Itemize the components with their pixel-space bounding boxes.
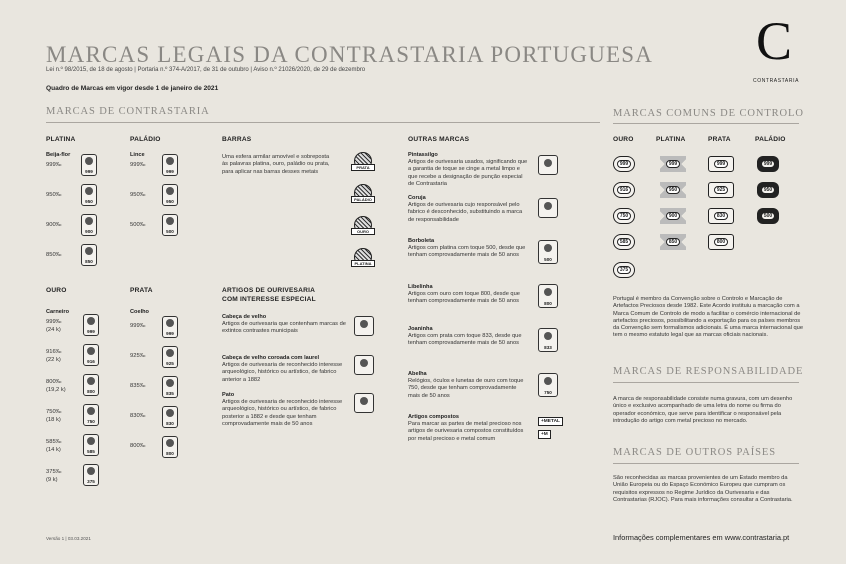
ccm-ouro-mark: 585 [613, 234, 635, 250]
page-title: MARCAS LEGAIS DA CONTRASTARIA PORTUGUESA [46, 42, 654, 67]
artigo-desc: Artigos de ourivesaria que contenham marcas de extintos contrastes municipais [222, 321, 346, 335]
divider [613, 382, 799, 383]
paladio-heading: PALÁDIO [130, 136, 161, 143]
ccm-platina-mark: 900 [660, 208, 686, 224]
lynx-mark-icon: 950 [162, 184, 178, 206]
ouro-value: 750‰ (18 k) [46, 409, 62, 423]
rabbit-mark-icon: 925 [162, 346, 178, 368]
ouro-value: 999‰ (24 k) [46, 319, 62, 333]
paladio-value: 500‰ [130, 222, 146, 228]
owl-icon [538, 198, 558, 218]
ccm-ouro-mark: 916 [613, 182, 635, 198]
platina-value: 950‰ [46, 192, 62, 198]
prata-sub: Coelho [130, 309, 149, 315]
ccm-prata-mark: 999 [708, 156, 734, 172]
outra-name: Pintassilgo [408, 152, 438, 158]
composite-metal-mark: +METAL [538, 417, 563, 426]
hummingbird-mark-icon: 850 [81, 244, 97, 266]
outras-heading: OUTRAS MARCAS [408, 136, 470, 143]
footer-info: Informações complementares em www.contrastaria.pt [613, 533, 790, 542]
armillary-sphere-icon: OURO [354, 216, 372, 234]
ouro-value: 375‰ (9 k) [46, 469, 62, 483]
artigo-name: Cabeça de velho coroada com laurel [222, 355, 319, 361]
platina-heading: PLATINA [46, 136, 76, 143]
rabbit-mark-icon: 835 [162, 376, 178, 398]
rabbit-mark-icon: 800 [162, 436, 178, 458]
outra-name: Coruja [408, 195, 426, 201]
ram-mark-icon: 585 [83, 434, 99, 456]
artigo-name: Pato [222, 392, 235, 398]
outra-desc: Para marcar as partes de metal precioso nos artigos de ourivesaria compostos constituídos por metal precioso e metal comum [408, 421, 524, 442]
comuns-col-prata: PRATA [708, 136, 731, 143]
ladybug-icon: 833 [538, 328, 558, 352]
ram-mark-icon: 750 [83, 404, 99, 426]
lynx-mark-icon: 999 [162, 154, 178, 176]
ccm-paladio-mark: 999 [757, 156, 779, 172]
outra-desc: Artigos de ourivesaria usados, significando que a garantia de toque se cinge a metal limpo e que recebe a designação de punção especial de Contrastaria [408, 159, 528, 187]
ccm-platina-mark: 850 [660, 234, 686, 250]
ouro-value: 800‰ (19,2 k) [46, 379, 66, 393]
prata-value: 925‰ [130, 353, 146, 359]
barras-heading: BARRAS [222, 136, 252, 143]
divider [613, 463, 799, 464]
comuns-col-ouro: OURO [613, 136, 634, 143]
prata-value: 800‰ [130, 443, 146, 449]
artigos-heading: ARTIGOS DE OURIVESARIA [222, 287, 316, 294]
outra-desc: Artigos com ouro com toque 800, desde que tenham comprovadamente mais de 50 anos [408, 291, 520, 305]
old-man-head-icon [354, 316, 374, 336]
lynx-mark-icon: 500 [162, 214, 178, 236]
platina-value: 999‰ [46, 162, 62, 168]
ouro-value: 585‰ (14 k) [46, 439, 62, 453]
platina-value: 850‰ [46, 252, 62, 258]
composite-m-mark: +M [538, 430, 551, 439]
ccm-ouro-mark: 999 [613, 156, 635, 172]
outra-name: Artigos compostos [408, 414, 459, 420]
legal-references: Lei n.º 98/2015, de 18 de agosto | Portaria n.º 374-A/2017, de 31 de outubro | Aviso n.º 21026/2020, de 29 de dezembro [46, 67, 366, 73]
hummingbird-mark-icon: 950 [81, 184, 97, 206]
ccm-platina-mark: 950 [660, 182, 686, 198]
ccm-prata-mark: 800 [708, 234, 734, 250]
duck-icon [354, 393, 374, 413]
artigo-desc: Artigos de ourivesaria de reconhecido interesse arqueológico, histórico ou artístico, de fabrico anterior a 1882 [222, 362, 343, 383]
outra-name: Abelha [408, 371, 427, 377]
dragonfly-icon: 800 [538, 284, 558, 308]
outra-desc: Artigos com prata com toque 833, desde que tenham comprovadamente mais de 50 anos [408, 333, 522, 347]
prata-value: 999‰ [130, 323, 146, 329]
prata-value: 835‰ [130, 383, 146, 389]
paladio-value: 950‰ [130, 192, 146, 198]
ram-mark-icon: 375 [83, 464, 99, 486]
comuns-col-paladio: PALÁDIO [755, 136, 786, 143]
artigo-desc: Artigos de ourivesaria de reconhecido interesse arqueológico, histórico ou artístico, de fabrico posterior a 1882 e desde que tenham comprovadamente mais de 50 anos [222, 399, 343, 427]
armillary-sphere-icon: PRATA [354, 152, 372, 170]
outra-desc: Artigos de ourivesaria cujo responsável pelo fabrico é desconhecido, substituindo a marca de responsabilidade [408, 202, 523, 223]
outra-name: Libelinha [408, 284, 433, 290]
goldfinch-icon [538, 155, 558, 175]
rabbit-mark-icon: 830 [162, 406, 178, 428]
artigos-heading: COM INTERESSE ESPECIAL [222, 296, 316, 303]
ccm-prata-mark: 925 [708, 182, 734, 198]
paladio-sub: Lince [130, 152, 145, 158]
ccm-paladio-mark: 950 [757, 182, 779, 198]
section-responsabilidade: MARCAS DE RESPONSABILIDADE [613, 366, 804, 377]
ccm-ouro-mark: 750 [613, 208, 635, 224]
bee-icon: 750 [538, 373, 558, 397]
outra-desc: Artigos com platina com toque 500, desde que tenham comprovadamente mais de 50 anos [408, 245, 526, 259]
ccm-ouro-mark: 375 [613, 262, 635, 278]
paladio-value: 999‰ [130, 162, 146, 168]
responsabilidade-text: A marca de responsabilidade consiste numa gravura, com um desenho único e exclusivo acompanhado de uma letra do nome ou firma do operador económico, que serve para identificar o responsável pela introdução do artigo com metal precioso no mercado. [613, 396, 793, 424]
ouro-value: 916‰ (22 k) [46, 349, 62, 363]
hummingbird-mark-icon: 900 [81, 214, 97, 236]
ram-mark-icon: 800 [83, 374, 99, 396]
platina-sub: Beija-flor [46, 152, 71, 158]
artigo-name: Cabeça de velho [222, 314, 267, 320]
ouro-sub: Carneiro [46, 309, 70, 315]
ram-mark-icon: 999 [83, 314, 99, 336]
version-label: Versão 1 | 03.03.2021 [46, 536, 91, 541]
platina-value: 900‰ [46, 222, 62, 228]
logo-text: CONTRASTARIA [753, 78, 799, 84]
section-outros-paises: MARCAS DE OUTROS PAÍSES [613, 447, 776, 458]
armillary-sphere-icon: PALÁDIO [354, 184, 372, 202]
outra-name: Borboleta [408, 238, 435, 244]
divider [613, 123, 799, 124]
rabbit-mark-icon: 999 [162, 316, 178, 338]
barras-desc: Uma esfera armilar amovível e sobreposta às palavras platina, ouro, paládio ou prata, para aplicar nas barras desses metais [222, 154, 330, 175]
crowned-head-icon [354, 355, 374, 375]
outros-text: São reconhecidas as marcas provenientes de um Estado membro da União Europeia ou do Espaço Económico Europeu que cumpram os requisitos expressos no Regime Jurídico da Ourivesaria e das Contrastarias (RJOC). Para mais informações consultar a Contrastaria. [613, 475, 793, 503]
outra-desc: Relógios, óculos e lunetas de ouro com toque 750, desde que tenham comprovadamente mais de 50 anos [408, 378, 524, 399]
prata-heading: PRATA [130, 287, 153, 294]
comuns-text: Portugal é membro da Convenção sobre o Controlo e Marcação de Artefactos Preciosos desde 1982. Este Acordo instituiu a marcação com a Marca Comum de Controlo de modo a facilitar o comércio internacional de artefactos preciosos, possibilitando a exportação para os países membros da Convenção sem formalismos adicionais. É uma marca internacional que tem o mesmo estatuto legal que as marcas oficiais nacionais. [613, 296, 803, 339]
divider [46, 122, 600, 123]
outra-name: Joaninha [408, 326, 433, 332]
section-contrastaria: MARCAS DE CONTRASTARIA [46, 106, 210, 117]
quadro-subtitle: Quadro de Marcas em vigor desde 1 de janeiro de 2021 [46, 85, 219, 92]
ouro-heading: OURO [46, 287, 67, 294]
ram-mark-icon: 916 [83, 344, 99, 366]
armillary-sphere-icon: PLATINA [354, 248, 372, 266]
hummingbird-mark-icon: 999 [81, 154, 97, 176]
comuns-col-platina: PLATINA [656, 136, 686, 143]
butterfly-icon: 500 [538, 240, 558, 264]
ccm-prata-mark: 830 [708, 208, 734, 224]
ccm-paladio-mark: 500 [757, 208, 779, 224]
ccm-platina-mark: 999 [660, 156, 686, 172]
logo-mark: C [756, 11, 793, 71]
section-comuns: MARCAS COMUNS DE CONTROLO [613, 108, 804, 119]
prata-value: 830‰ [130, 413, 146, 419]
